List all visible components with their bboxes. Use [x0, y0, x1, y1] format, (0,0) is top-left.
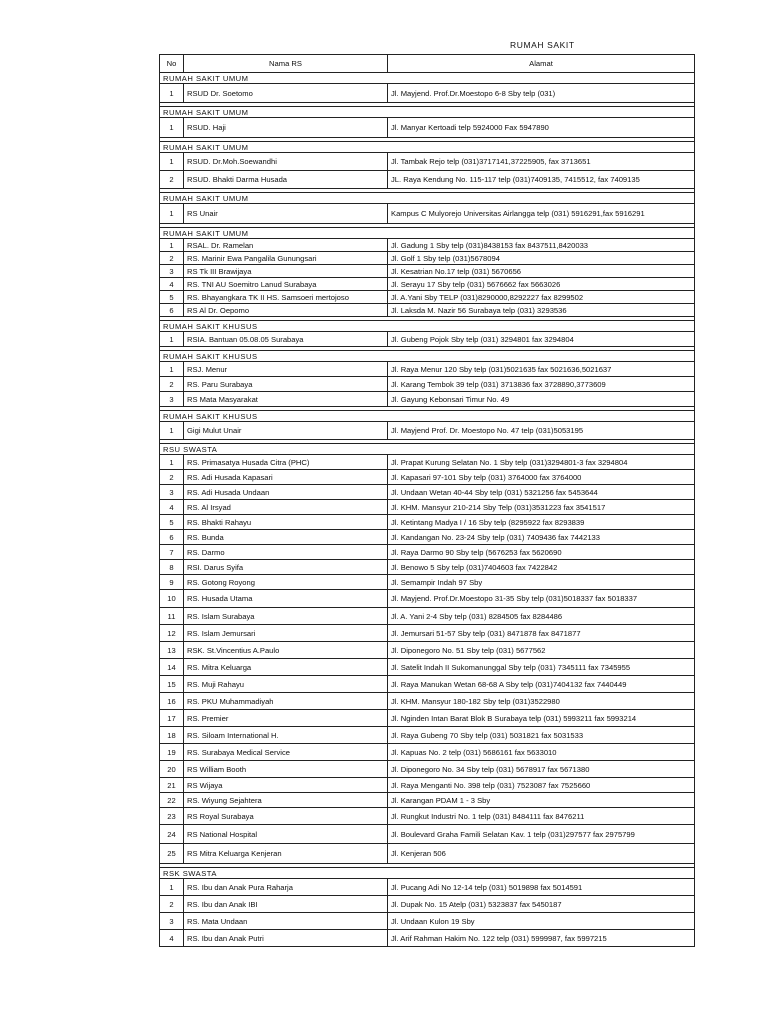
row-number: 1	[160, 422, 184, 440]
section-label: RUMAH SAKIT UMUM	[160, 228, 695, 239]
hospital-name: RS Mitra Keluarga Kenjeran	[184, 844, 388, 864]
hospital-name: Gigi Mulut Unair	[184, 422, 388, 440]
table-row	[160, 761, 695, 778]
hospital-address: Jl. Karangan PDAM 1 - 3 Sby	[388, 793, 695, 808]
hospital-address: Jl. Semampir Indah 97 Sby	[388, 575, 695, 590]
hospital-name: RS. Ibu dan Anak IBI	[184, 896, 388, 913]
table-row	[160, 362, 695, 377]
header-nama-rs: Nama RS	[184, 55, 388, 73]
hospital-name: RSUD. Dr.Moh.Soewandhi	[184, 153, 388, 171]
hospital-name: RSUD Dr. Soetomo	[184, 84, 388, 103]
row-number: 4	[160, 500, 184, 515]
table-row	[160, 693, 695, 710]
table-row	[160, 913, 695, 930]
hospital-address: Jl. Gubeng Pojok Sby telp (031) 3294801 fax 3294804	[388, 332, 695, 347]
table-row	[160, 825, 695, 844]
row-number: 3	[160, 485, 184, 500]
hospital-address: Jl. Arif Rahman Hakim No. 122 telp (031) 5999987, fax 5997215	[388, 930, 695, 947]
table-row	[160, 793, 695, 808]
hospital-name: RS Wijaya	[184, 778, 388, 793]
table-row	[160, 485, 695, 500]
hospital-name: RS Mata Masyarakat	[184, 392, 388, 407]
header-no: No	[160, 55, 184, 73]
row-number: 3	[160, 392, 184, 407]
hospital-address: Jl. A.Yani Sby TELP (031)8290000,8292227 fax 8299502	[388, 291, 695, 304]
table-row	[160, 377, 695, 392]
hospital-address: Jl. Kapuas No. 2 telp (031) 5686161 fax 5633010	[388, 744, 695, 761]
row-number: 25	[160, 844, 184, 864]
section-header-row	[160, 444, 695, 455]
hospital-name: RS. Primasatya Husada Citra (PHC)	[184, 455, 388, 470]
hospital-address: Jl. Raya Manukan Wetan 68-68 A Sby telp (031)7404132 fax 7440449	[388, 676, 695, 693]
row-number: 3	[160, 913, 184, 930]
hospital-name: RS Unair	[184, 204, 388, 224]
hospital-name: RSIA. Bantuan 05.08.05 Surabaya	[184, 332, 388, 347]
table-row	[160, 291, 695, 304]
row-number: 1	[160, 204, 184, 224]
hospital-address: Jl. Kapasari 97-101 Sby telp (031) 3764000 fax 3764000	[388, 470, 695, 485]
row-number: 2	[160, 896, 184, 913]
row-number: 1	[160, 118, 184, 138]
hospital-address: Jl. Benowo 5 Sby telp (031)7404603 fax 7422842	[388, 560, 695, 575]
hospital-name: RS. Islam Jemursari	[184, 625, 388, 642]
section-header-row	[160, 411, 695, 422]
row-number: 7	[160, 545, 184, 560]
hospital-address: Jl. Diponegoro No. 51 Sby telp (031) 5677562	[388, 642, 695, 659]
table-row	[160, 879, 695, 896]
hospital-address: Jl. Mayjend Prof. Dr. Moestopo No. 47 telp (031)5053195	[388, 422, 695, 440]
hospital-name: RS Tk III Brawijaya	[184, 265, 388, 278]
row-number: 19	[160, 744, 184, 761]
row-number: 1	[160, 332, 184, 347]
row-number: 1	[160, 153, 184, 171]
hospital-name: RSUD. Bhakti Darma Husada	[184, 171, 388, 189]
table-row	[160, 575, 695, 590]
row-number: 5	[160, 291, 184, 304]
hospital-name: RS. Wiyung Sejahtera	[184, 793, 388, 808]
hospital-name: RS. Muji Rahayu	[184, 676, 388, 693]
row-number: 4	[160, 930, 184, 947]
section-label: RUMAH SAKIT UMUM	[160, 73, 695, 84]
hospital-address: Jl. Kenjeran 506	[388, 844, 695, 864]
hospital-address: Jl. Raya Darmo 90 Sby telp (5676253 fax 5620690	[388, 545, 695, 560]
hospital-address: Jl. Nginden Intan Barat Blok B Surabaya telp (031) 5993211 fax 5993214	[388, 710, 695, 727]
table-row	[160, 808, 695, 825]
hospital-address: Jl. Karang Tembok 39 telp (031) 3713836 fax 3728890,3773609	[388, 377, 695, 392]
hospital-name: RS. Bhayangkara TK II HS. Samsoeri mertojoso	[184, 291, 388, 304]
section-label: RUMAH SAKIT KHUSUS	[160, 411, 695, 422]
hospital-address: Jl. Undaan Wetan 40-44 Sby telp (031) 5321256 fax 5453644	[388, 485, 695, 500]
row-number: 10	[160, 590, 184, 608]
table-row	[160, 608, 695, 625]
hospital-address: Kampus C Mulyorejo Universitas Airlangga telp (031) 5916291,fax 5916291	[388, 204, 695, 224]
section-header-row	[160, 321, 695, 332]
hospital-name: RS. Surabaya Medical Service	[184, 744, 388, 761]
row-number: 21	[160, 778, 184, 793]
row-number: 1	[160, 239, 184, 252]
table-row	[160, 422, 695, 440]
table-row	[160, 239, 695, 252]
row-number: 2	[160, 470, 184, 485]
hospital-address: Jl. Manyar Kertoadi telp 5924000 Fax 5947890	[388, 118, 695, 138]
table-header-row	[160, 55, 695, 73]
table-row	[160, 470, 695, 485]
hospital-name: RS. Siloam International H.	[184, 727, 388, 744]
hospital-name: RS William Booth	[184, 761, 388, 778]
hospital-address: Jl. Prapat Kurung Selatan No. 1 Sby telp (031)3294801-3 fax 3294804	[388, 455, 695, 470]
table-row	[160, 625, 695, 642]
hospital-address: Jl. KHM. Mansyur 210-214 Sby Telp (031)3531223 fax 3541517	[388, 500, 695, 515]
header-alamat: Alamat	[388, 55, 695, 73]
table-row	[160, 118, 695, 138]
hospital-name: RS. Islam Surabaya	[184, 608, 388, 625]
row-number: 15	[160, 676, 184, 693]
hospital-name: RS Al Dr. Oepomo	[184, 304, 388, 317]
table-row	[160, 265, 695, 278]
table-row	[160, 659, 695, 676]
hospital-address: Jl. Raya Menur 120 Sby telp (031)5021635 fax 5021636,5021637	[388, 362, 695, 377]
table-row	[160, 500, 695, 515]
hospital-address: Jl. Rungkut Industri No. 1 telp (031) 8484111 fax 8476211	[388, 808, 695, 825]
table-row	[160, 530, 695, 545]
row-number: 18	[160, 727, 184, 744]
hospital-address: Jl. Mayjend. Prof.Dr.Moestopo 6-8 Sby telp (031)	[388, 84, 695, 103]
table-row	[160, 560, 695, 575]
row-number: 2	[160, 252, 184, 265]
table-row	[160, 744, 695, 761]
row-number: 12	[160, 625, 184, 642]
table-row	[160, 278, 695, 291]
hospital-name: RS Royal Surabaya	[184, 808, 388, 825]
section-label: RUMAH SAKIT UMUM	[160, 193, 695, 204]
table-row	[160, 304, 695, 317]
row-number: 22	[160, 793, 184, 808]
table-row	[160, 590, 695, 608]
row-number: 6	[160, 304, 184, 317]
hospital-address: Jl. Dupak No. 15 Atelp (031) 5323837 fax 5450187	[388, 896, 695, 913]
hospital-table	[159, 54, 695, 947]
hospital-name: RS. TNI AU Soemitro Lanud Surabaya	[184, 278, 388, 291]
section-label: RSU SWASTA	[160, 444, 695, 455]
table-row	[160, 545, 695, 560]
section-header-row	[160, 107, 695, 118]
hospital-address: Jl. A. Yani 2-4 Sby telp (031) 8284505 fax 8284486	[388, 608, 695, 625]
row-number: 1	[160, 362, 184, 377]
table-row	[160, 332, 695, 347]
section-header-row	[160, 228, 695, 239]
row-number: 4	[160, 278, 184, 291]
hospital-address: Jl. Pucang Adi No 12-14 telp (031) 5019898 fax 5014591	[388, 879, 695, 896]
hospital-address: Jl. Satelit Indah II Sukomanunggal Sby telp (031) 7345111 fax 7345955	[388, 659, 695, 676]
hospital-name: RS. Darmo	[184, 545, 388, 560]
row-number: 17	[160, 710, 184, 727]
hospital-name: RS. Adi Husada Kapasari	[184, 470, 388, 485]
row-number: 24	[160, 825, 184, 844]
hospital-name: RS. Al Irsyad	[184, 500, 388, 515]
hospital-address: Jl. Gayung Kebonsari Timur No. 49	[388, 392, 695, 407]
hospital-address: Jl. Diponegoro No. 34 Sby telp (031) 5678917 fax 5671380	[388, 761, 695, 778]
row-number: 1	[160, 84, 184, 103]
hospital-name: RS. Mata Undaan	[184, 913, 388, 930]
section-header-row	[160, 73, 695, 84]
table-row	[160, 844, 695, 864]
hospital-name: RS. Husada Utama	[184, 590, 388, 608]
row-number: 13	[160, 642, 184, 659]
table-row	[160, 930, 695, 947]
hospital-name: RS. Paru Surabaya	[184, 377, 388, 392]
hospital-name: RS. Bhakti Rahayu	[184, 515, 388, 530]
row-number: 23	[160, 808, 184, 825]
table-row	[160, 392, 695, 407]
table-row	[160, 896, 695, 913]
hospital-address: Jl. Mayjend. Prof.Dr.Moestopo 31-35 Sby telp (031)5018337 fax 5018337	[388, 590, 695, 608]
hospital-name: RSAL. Dr. Ramelan	[184, 239, 388, 252]
hospital-address: Jl. Golf 1 Sby telp (031)5678094	[388, 252, 695, 265]
section-label: RUMAH SAKIT KHUSUS	[160, 351, 695, 362]
row-number: 20	[160, 761, 184, 778]
hospital-name: RS. Premier	[184, 710, 388, 727]
hospital-address: Jl. KHM. Mansyur 180-182 Sby telp (031)3522980	[388, 693, 695, 710]
row-number: 2	[160, 377, 184, 392]
hospital-address: Jl. Laksda M. Nazir 56 Surabaya telp (031) 3293536	[388, 304, 695, 317]
section-header-row	[160, 351, 695, 362]
hospital-name: RS. PKU Muhammadiyah	[184, 693, 388, 710]
hospital-name: RSUD. Haji	[184, 118, 388, 138]
row-number: 16	[160, 693, 184, 710]
hospital-address: Jl. Kesatrian No.17 telp (031) 5670656	[388, 265, 695, 278]
section-label: RUMAH SAKIT UMUM	[160, 107, 695, 118]
table-row	[160, 676, 695, 693]
hospital-address: Jl. Raya Gubeng 70 Sby telp (031) 5031821 fax 5031533	[388, 727, 695, 744]
section-label: RSK SWASTA	[160, 868, 695, 879]
hospital-name: RS. Gotong Royong	[184, 575, 388, 590]
hospital-name: RS. Marinir Ewa Pangalila Gunungsari	[184, 252, 388, 265]
hospital-address: Jl. Raya Menganti No. 398 telp (031) 7523087 fax 7525660	[388, 778, 695, 793]
table-row	[160, 84, 695, 103]
hospital-address: Jl. Tambak Rejo telp (031)3717141,37225905, fax 3713651	[388, 153, 695, 171]
table-row	[160, 252, 695, 265]
hospital-address: Jl. Boulevard Graha Famili Selatan Kav. 1 telp (031)297577 fax 2975799	[388, 825, 695, 844]
section-header-row	[160, 193, 695, 204]
hospital-name: RS. Bunda	[184, 530, 388, 545]
row-number: 8	[160, 560, 184, 575]
table-row	[160, 727, 695, 744]
table-row	[160, 153, 695, 171]
row-number: 11	[160, 608, 184, 625]
table-body	[160, 73, 695, 947]
hospital-name: RS. Ibu dan Anak Putri	[184, 930, 388, 947]
row-number: 14	[160, 659, 184, 676]
row-number: 1	[160, 455, 184, 470]
row-number: 2	[160, 171, 184, 189]
hospital-name: RS. Ibu dan Anak Pura Raharja	[184, 879, 388, 896]
table-row	[160, 778, 695, 793]
hospital-name: RSJ. Menur	[184, 362, 388, 377]
row-number: 6	[160, 530, 184, 545]
table-row	[160, 455, 695, 470]
table-row	[160, 710, 695, 727]
hospital-name: RS. Adi Husada Undaan	[184, 485, 388, 500]
hospital-address: Jl. Ketintang Madya I / 16 Sby telp (8295922 fax 8293839	[388, 515, 695, 530]
section-label: RUMAH SAKIT UMUM	[160, 142, 695, 153]
row-number: 5	[160, 515, 184, 530]
section-header-row	[160, 868, 695, 879]
document-title: RUMAH SAKIT	[510, 40, 575, 50]
hospital-name: RS. Mitra Keluarga	[184, 659, 388, 676]
table-row	[160, 171, 695, 189]
row-number: 3	[160, 265, 184, 278]
row-number: 9	[160, 575, 184, 590]
row-number: 1	[160, 879, 184, 896]
hospital-address: JL. Raya Kendung No. 115-117 telp (031)7409135, 7415512, fax 7409135	[388, 171, 695, 189]
hospital-address: Jl. Kandangan No. 23-24 Sby telp (031) 7409436 fax 7442133	[388, 530, 695, 545]
hospital-address: Jl. Gadung 1 Sby telp (031)8438153 fax 8437511,8420033	[388, 239, 695, 252]
table-row	[160, 204, 695, 224]
hospital-name: RSK. St.Vincentius A.Paulo	[184, 642, 388, 659]
hospital-address: Jl. Serayu 17 Sby telp (031) 5676662 fax 5663026	[388, 278, 695, 291]
table-row	[160, 642, 695, 659]
table-row	[160, 515, 695, 530]
hospital-address: Jl. Undaan Kulon 19 Sby	[388, 913, 695, 930]
section-header-row	[160, 142, 695, 153]
hospital-name: RSI. Darus Syifa	[184, 560, 388, 575]
hospital-address: Jl. Jemursari 51-57 Sby telp (031) 8471878 fax 8471877	[388, 625, 695, 642]
hospital-name: RS National Hospital	[184, 825, 388, 844]
section-label: RUMAH SAKIT KHUSUS	[160, 321, 695, 332]
